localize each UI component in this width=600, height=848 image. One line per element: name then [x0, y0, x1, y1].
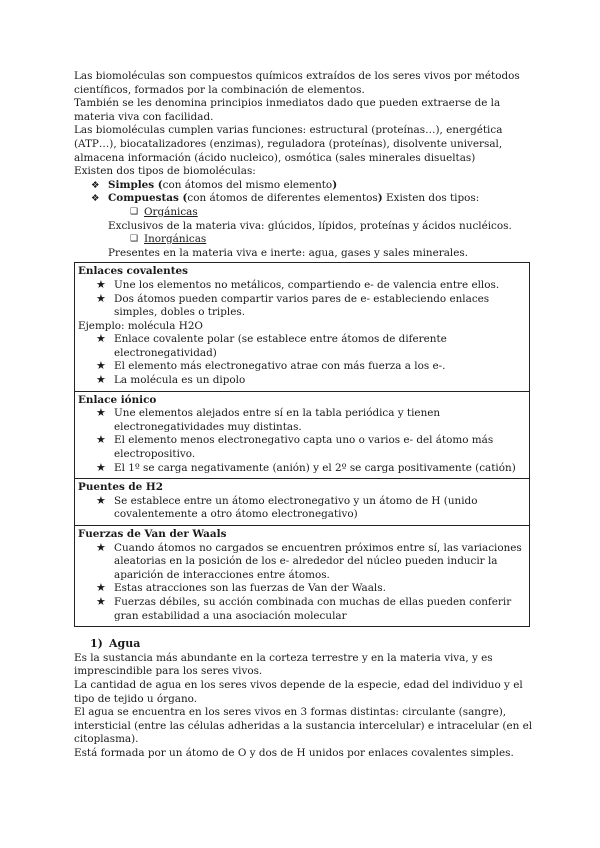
box-enlace-ionico: [75, 392, 529, 480]
star-item: [78, 495, 525, 522]
type-simples-label: Simples (: [108, 178, 163, 191]
diamond-bullet-icon: ❖: [91, 193, 100, 205]
box-puentes-h2: [75, 479, 529, 526]
bonds-table: [74, 262, 530, 627]
agua-paragraph-4: Está formada por un átomo de O y dos de H unidos por enlaces covalentes simples.: [74, 746, 514, 759]
intro-paragraph-3: Las biomoléculas cumplen varias funciones: estructural (proteínas…), energética (ATP…), biocatalizadores (enzimas), reguladora (proteínas), disolvente universal, almacena información (ácido nucleico), osmótica (sales minerales disueltas): [74, 124, 503, 164]
box-van-der-waals: [75, 526, 529, 626]
example-label: Ejemplo: molécula H2O: [78, 319, 203, 332]
star-item: [78, 542, 525, 583]
star-bullet-icon: ★: [96, 433, 106, 447]
star-item: [78, 407, 525, 434]
item-text: Cuando átomos no cargados se encuentren próximos entre sí, las variaciones aleatorias en la posición de los e- alrededor del núcleo pueden inducir la aparición de interacciones entre átomos.: [114, 541, 522, 581]
subtype-organicas-label: Orgánicas: [144, 205, 198, 218]
item-text: Dos átomos pueden compartir varios pares de e- estableciendo enlaces simples, dobles o triples.: [114, 292, 490, 319]
box-title: Puentes de H2: [78, 481, 163, 494]
subtype-organicas: [74, 206, 534, 220]
item-text: Enlace covalente polar (se establece entre átomos de diferente electronegatividad): [114, 333, 447, 359]
item-text: La molécula es un dipolo: [114, 374, 246, 387]
star-bullet-icon: ★: [96, 332, 106, 346]
item-text: El elemento menos electronegativo capta uno o varios e- del átomo más electropositivo.: [114, 434, 494, 461]
box-title: Fuerzas de Van der Waals: [78, 528, 227, 540]
intro-paragraph-2: También se les denomina principios inmediatos dado que pueden extraerse de la materia viva con facilidad.: [74, 97, 501, 123]
subtype-organicas-desc: Exclusivos de la materia viva: glúcidos, lípidos, proteínas y ácidos nucléicos.: [108, 219, 512, 232]
item-text: Une elementos alejados entre sí en la tabla periódica y tienen electronegatividades muy distintas.: [114, 407, 441, 433]
section-heading-agua: [74, 637, 534, 651]
document-page: [74, 70, 534, 761]
star-bullet-icon: ★: [96, 291, 106, 305]
type-compuestas: [74, 192, 534, 206]
star-bullet-icon: ★: [96, 460, 106, 474]
star-item: [78, 434, 525, 461]
star-item: [78, 582, 525, 596]
item-text: Estas atracciones son las fuerzas de Van der Waals.: [114, 582, 386, 595]
agua-paragraph-3: El agua se encuentra en los seres vivos en 3 formas distintas: circulante (sangre), intersticial (entre las células adheridas a la sustancia intercelular) e intracelular (en el citoplasma).: [74, 706, 533, 746]
diamond-bullet-icon: ❖: [91, 179, 100, 191]
box-title: Enlaces covalentes: [78, 265, 188, 278]
star-item: [78, 360, 525, 374]
agua-paragraph-1: Es la sustancia más abundante en la corteza terrestre y en la materia viva, y es imprescindible para los seres vivos.: [74, 651, 493, 678]
star-item: [78, 596, 525, 623]
star-bullet-icon: ★: [96, 540, 106, 554]
type-simples-desc: con átomos del mismo elemento: [162, 178, 333, 191]
star-bullet-icon: ★: [96, 594, 106, 608]
type-compuestas-desc: con átomos de diferentes elementos: [187, 192, 378, 205]
square-bullet-icon: ❑: [130, 234, 139, 245]
star-bullet-icon: ★: [96, 277, 106, 291]
intro-paragraph-4: Existen dos tipos de biomoléculas:: [74, 165, 256, 178]
intro-paragraph-1: Las biomoléculas son compuestos químicos extraídos de los seres vivos por métodos científicos, formados por la combinación de elementos.: [74, 70, 520, 96]
type-simples-close: ): [332, 178, 338, 191]
square-bullet-icon: ❑: [130, 206, 139, 217]
type-compuestas-label: Compuestas (: [108, 192, 188, 205]
star-item: [78, 293, 525, 320]
item-text: Se establece entre un átomo electronegativo y un átomo de H (unido covalentemente a otro átomo electronegativo): [114, 494, 478, 521]
star-bullet-icon: ★: [96, 581, 106, 595]
star-bullet-icon: ★: [96, 373, 106, 387]
star-bullet-icon: ★: [96, 493, 106, 507]
box-title: Enlace iónico: [78, 393, 157, 406]
star-bullet-icon: ★: [96, 406, 106, 420]
box-enlaces-covalentes: [75, 263, 529, 391]
star-item: [78, 374, 525, 388]
type-compuestas-tail: Existen dos tipos:: [382, 192, 480, 205]
type-simples: [74, 179, 534, 193]
subtype-inorganicas-label: Inorgánicas: [144, 233, 207, 246]
item-text: Fuerzas débiles, su acción combinada con muchas de ellas pueden conferir gran estabilidad a una asociación molecular: [114, 595, 512, 622]
section-number: 1): [90, 637, 103, 651]
item-text: Une los elementos no metálicos, compartiendo e- de valencia entre ellos.: [114, 278, 500, 291]
agua-paragraph-2: La cantidad de agua en los seres vivos depende de la especie, edad del individuo y el tipo de tejido u órgano.: [74, 678, 523, 705]
item-text: El elemento más electronegativo atrae con más fuerza a los e-.: [114, 360, 446, 373]
star-item: [78, 462, 525, 476]
star-item: [78, 333, 525, 360]
item-text: El 1º se carga negativamente (anión) y el 2º se carga positivamente (catión): [114, 461, 516, 474]
type-compuestas-close: ): [377, 192, 383, 205]
star-item: [78, 279, 525, 293]
subtype-inorganicas-desc: Presentes en la materia viva e inerte: agua, gases y sales minerales.: [108, 246, 469, 259]
star-bullet-icon: ★: [96, 359, 106, 373]
section-title: Agua: [109, 637, 141, 651]
subtype-inorganicas: [74, 233, 534, 247]
